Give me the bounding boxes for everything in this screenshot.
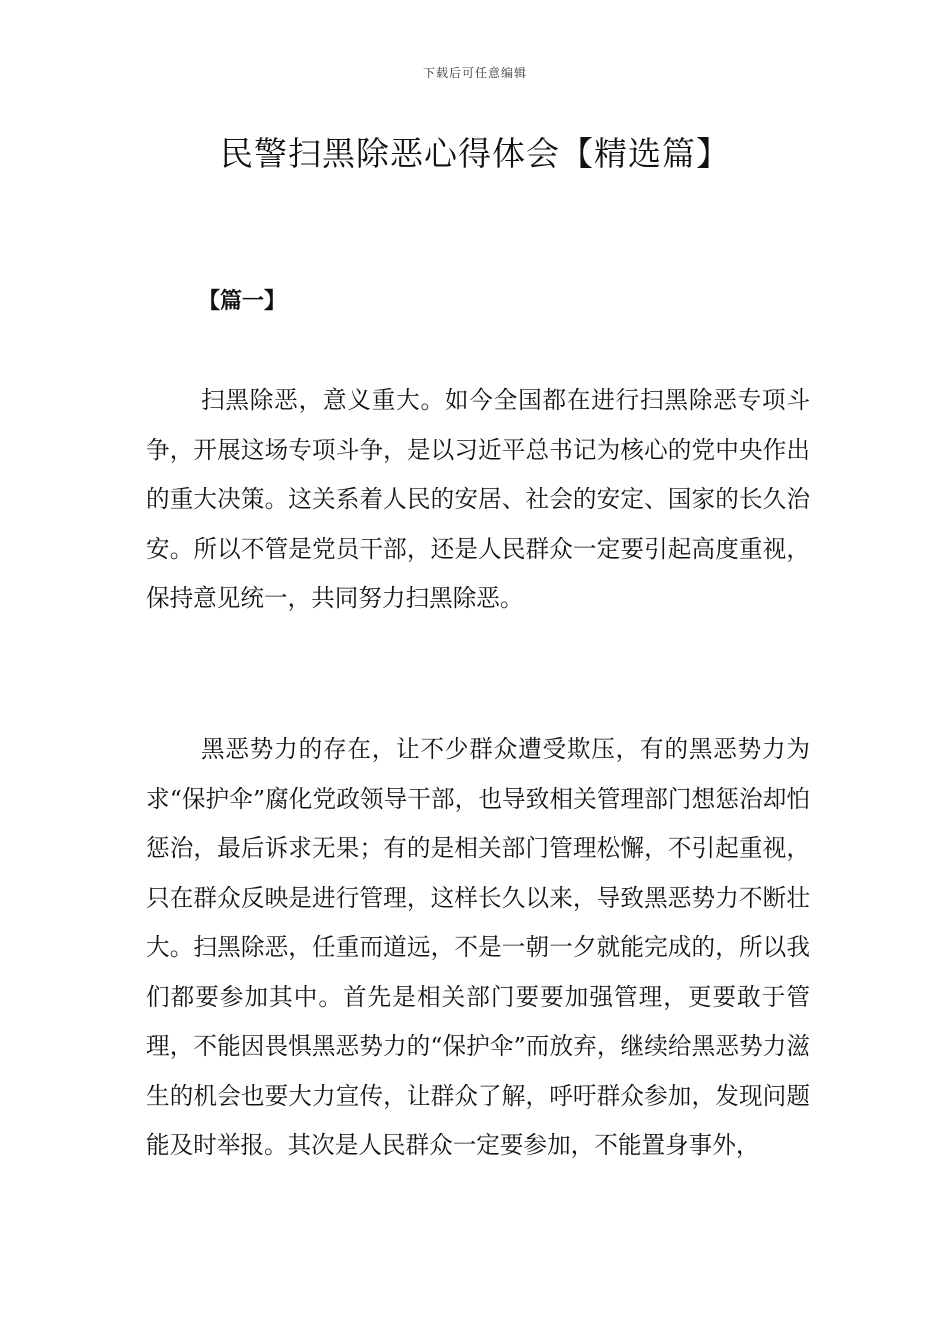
header-note: 下载后可任意编辑 bbox=[422, 66, 527, 80]
document-title: 民警扫黑除恶心得体会【精选篇】 bbox=[220, 134, 730, 173]
body-paragraph-1: 扫黑除恶，意义重大。如今全国都在进行扫黑除恶专项斗争，开展这场专项斗争，是以习近平总书记为核心的党中央作出的重大决策。这关系着人民的安居、社会的安定、国家的长久治安。所以不管是党员干部，还是人民群众一定要引起高度重视，保持意见统一，共同努力扫黑除恶。 bbox=[146, 386, 810, 612]
section-heading: 【篇一】 bbox=[198, 289, 287, 314]
body-paragraph-2: 黑恶势力的存在，让不少群众遭受欺压，有的黑恶势力为求“保护伞”腐化党政领导干部，也导致相关管理部门想惩治却怕惩治，最后诉求无果；有的是相关部门管理松懈，不引起重视，只在群众反映是进行管理，这样长久以来，导致黑恶势力不断壮大。扫黑除恶，任重而道远，不是一朝一夕就能完成的，所以我们都要参加其中。首先是相关部门要要加强管理，更要敢于管理，不能因畏惧黑恶势力的“保护伞”而放弃，继续给黑恶势力滋生的机会也要大力宣传，让群众了解，呼吁群众参加，发现问题能及时举报。其次是人民群众一定要参加，不能置身事外， bbox=[146, 735, 810, 1159]
